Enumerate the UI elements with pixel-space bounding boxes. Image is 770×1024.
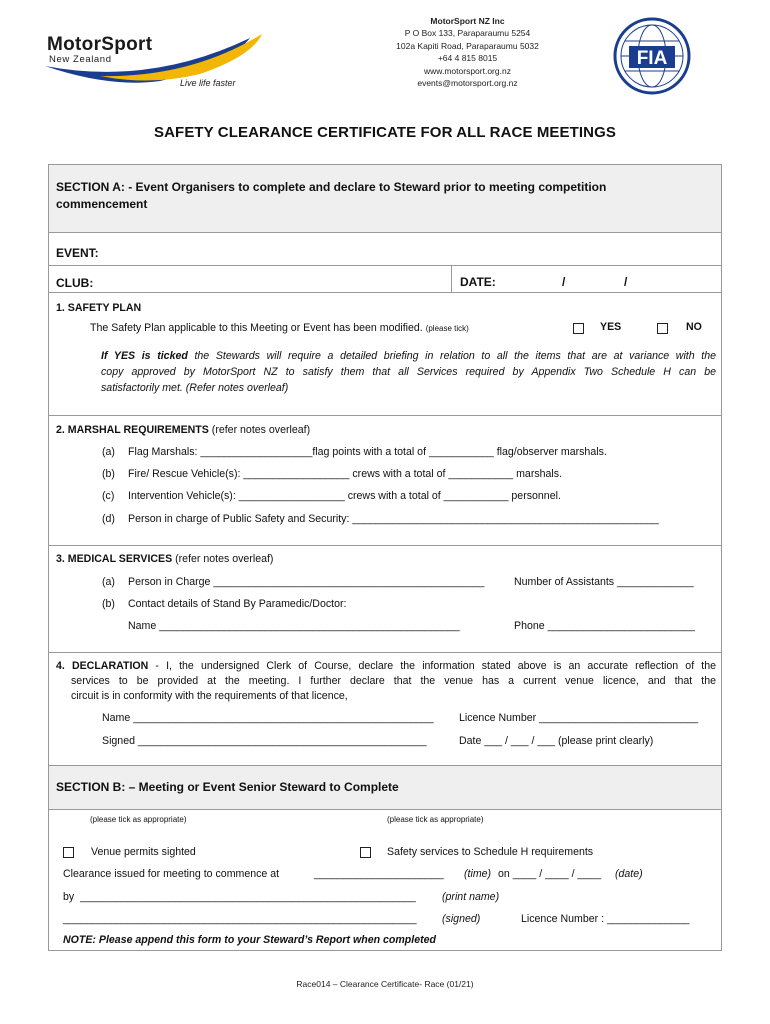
website: www.motorsport.org.nz <box>424 65 511 76</box>
divider <box>49 809 721 810</box>
safety-plan-note-line2: copy approved by MotorSport NZ to satisfy them that all Services required by Appendix Two Schedule H can be <box>101 366 716 378</box>
safety-plan-statement <box>90 322 469 334</box>
contact-block <box>385 15 550 89</box>
fia-logo <box>612 16 692 96</box>
safety-plan-statement-text: The Safety Plan applicable to this Meeting or Event has been modified. <box>90 322 423 334</box>
declaration-licence-field: Licence Number ___________________________ <box>459 712 699 724</box>
fia-logo-text: FIA <box>636 48 668 69</box>
signed-label: (signed) <box>442 913 481 925</box>
tick-note-right: (please tick as appropriate) <box>387 815 484 824</box>
declaration-name-field: Name ___________________________________________________ <box>102 712 434 724</box>
medical-heading <box>56 553 273 565</box>
clearance-time-field: ______________________ <box>314 868 444 880</box>
steward-licence-field: Licence Number : ______________ <box>521 913 690 925</box>
yes-checkbox[interactable] <box>573 323 584 334</box>
club-date-divider <box>451 265 452 292</box>
safety-plan-note-bold: If YES is ticked <box>101 350 188 362</box>
medical-b-letter: (b) <box>102 598 115 610</box>
paramedic-phone-field: Phone _________________________ <box>514 620 695 632</box>
declaration-text <box>56 659 716 704</box>
clearance-label: Clearance issued for meeting to commence at <box>63 868 280 880</box>
medical-heading-note: (refer notes overleaf) <box>172 553 274 565</box>
street-address: 102a Kapiti Road, Paraparaumu 5032 <box>396 40 539 51</box>
date-label-b: (date) <box>615 868 643 880</box>
divider <box>49 232 721 233</box>
club-label: CLUB: <box>56 276 94 290</box>
declaration-signed-field: Signed _________________________________________________ <box>102 735 427 747</box>
number-of-assistants-field: Number of Assistants _____________ <box>514 576 694 588</box>
date-slash: / <box>562 275 566 289</box>
declaration-line3: circuit is in conformity with the requirements of that licence, <box>71 690 348 702</box>
safety-plan-note <box>101 348 716 396</box>
marshal-row-text: Flag Marshals: ___________________flag points with a total of ___________ flag/observer marshals. <box>128 446 607 458</box>
print-name-label: (print name) <box>442 891 500 903</box>
page-footer: Race014 – Clearance Certificate- Race (01/21) <box>296 979 474 989</box>
paramedic-name-field: Name ___________________________________________________ <box>128 620 460 632</box>
phone-number: +64 4 815 8015 <box>437 53 498 64</box>
tick-note: (please tick) <box>425 324 469 333</box>
section-b-heading: SECTION B: – Meeting or Event Senior Steward to Complete <box>56 780 399 794</box>
logo-tagline: Live life faster <box>180 78 236 88</box>
no-label: NO <box>686 321 702 333</box>
safety-plan-note-text: the Stewards will require a detailed briefing in relation to all the items that are at variance with the <box>187 350 716 362</box>
form-box <box>48 164 722 951</box>
marshal-row-letter: (a) <box>102 446 115 458</box>
yes-label: YES <box>600 321 622 333</box>
divider <box>49 545 721 546</box>
time-label: (time) <box>464 868 492 880</box>
marshal-row-letter: (c) <box>102 490 115 502</box>
tick-note-left: (please tick as appropriate) <box>90 815 187 824</box>
marshal-heading <box>56 424 310 436</box>
declaration-line1 <box>56 659 716 674</box>
email: events@motorsport.org.nz <box>417 78 518 89</box>
medical-heading-title: 3. MEDICAL SERVICES <box>56 553 173 565</box>
safety-plan-note-line3: satisfactorily met. (Refer notes overleaf) <box>101 382 289 394</box>
section-a-heading-line1: SECTION A: - Event Organisers to complete and declare to Steward prior to meeting competition <box>56 180 607 194</box>
logo-text: MotorSport <box>47 34 153 55</box>
clearance-date-field: on ____ / ____ / ____ <box>498 868 602 880</box>
declaration-text-1: - I, the undersigned Clerk of Course, declare the information stated above is an accurate reflection of the <box>148 660 716 672</box>
person-in-charge-field: Person in Charge ______________________________________________ <box>128 576 485 588</box>
paramedic-contact-label: Contact details of Stand By Paramedic/Doctor: <box>128 598 347 610</box>
declaration-heading: 4. DECLARATION <box>56 660 149 672</box>
marshal-row-text: Intervention Vehicle(s): __________________ crews with a total of ___________ personnel. <box>128 490 561 502</box>
by-label: by <box>63 891 75 903</box>
motorsport-nz-logo <box>40 26 270 94</box>
divider <box>49 292 721 293</box>
safety-plan-note-line1 <box>101 348 716 364</box>
marshal-heading-note: (refer notes overleaf) <box>208 424 311 436</box>
venue-permits-label: Venue permits sighted <box>91 846 196 858</box>
append-note: NOTE: Please append this form to your Steward’s Report when completed <box>63 934 437 946</box>
section-a-heading-line2: commencement <box>56 197 148 211</box>
divider <box>49 265 721 266</box>
date-label: DATE: <box>460 275 496 289</box>
marshal-row-letter: (b) <box>102 468 115 480</box>
marshal-row-letter: (d) <box>102 513 115 525</box>
marshal-heading-title: 2. MARSHAL REQUIREMENTS <box>56 424 209 436</box>
medical-a-letter: (a) <box>102 576 115 588</box>
declaration-line2: services to be provided at the meeting. I further declare that the venue has a current venue licence, and that the <box>71 675 716 687</box>
event-label: EVENT: <box>56 246 99 260</box>
document-title: SAFETY CLEARANCE CERTIFICATE FOR ALL RACE MEETINGS <box>154 124 616 141</box>
divider <box>49 652 721 653</box>
marshal-row-text: Fire/ Rescue Vehicle(s): __________________ crews with a total of ___________ marshals. <box>128 468 563 480</box>
steward-signed-field: ____________________________________________________________ <box>63 913 417 925</box>
marshal-row-text: Person in charge of Public Safety and Security: ____________________________________________________ <box>128 513 659 525</box>
divider <box>49 415 721 416</box>
safety-services-checkbox[interactable] <box>360 847 371 858</box>
date-slash: / <box>624 275 628 289</box>
declaration-date-field: Date ___ / ___ / ___ (please print clearly) <box>459 735 654 747</box>
postal-address: P O Box 133, Paraparaumu 5254 <box>404 28 531 39</box>
safety-plan-heading: 1. SAFETY PLAN <box>56 302 142 314</box>
org-name: MotorSport NZ Inc <box>430 16 505 26</box>
safety-services-label: Safety services to Schedule H requirements <box>387 846 594 858</box>
print-name-field: _________________________________________________________ <box>80 891 416 903</box>
no-checkbox[interactable] <box>657 323 668 334</box>
section-a-header-bg <box>49 165 721 232</box>
venue-permits-checkbox[interactable] <box>63 847 74 858</box>
logo-subtitle: New Zealand <box>49 54 112 65</box>
